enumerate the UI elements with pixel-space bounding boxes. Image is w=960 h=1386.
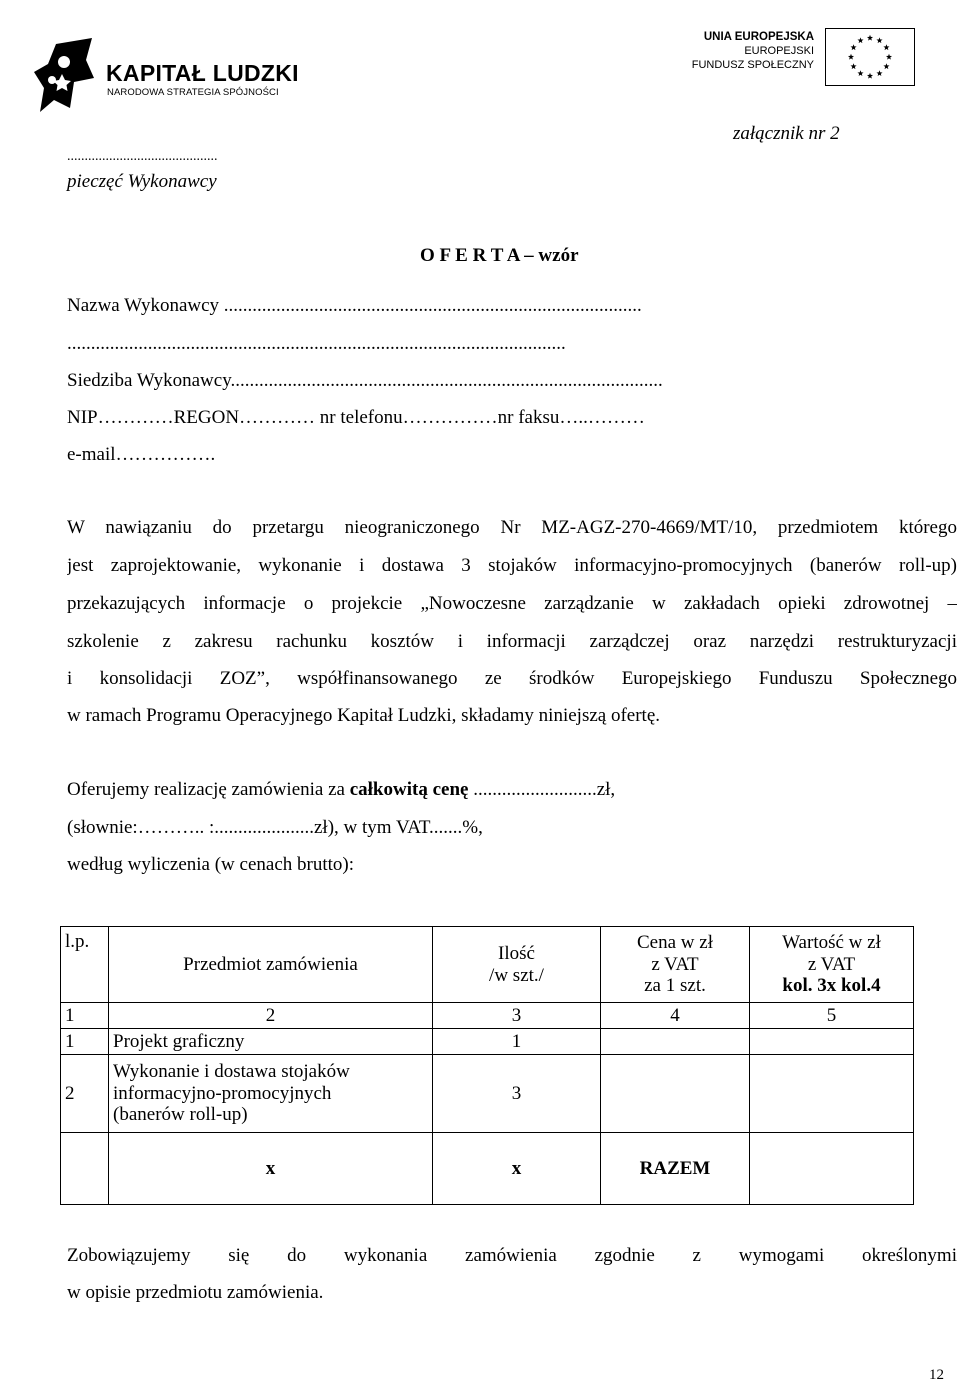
row2-subject xyxy=(109,1055,433,1133)
closing-line-2: w opisie przedmiotu zamówienia. xyxy=(67,1282,324,1303)
eu-logo-text xyxy=(690,32,814,74)
row2-price xyxy=(601,1055,750,1133)
kapital-ludzki-logo-mark xyxy=(34,38,96,116)
page-number: 12 xyxy=(929,1367,944,1383)
contractor-seat-field: Siedziba Wykonawcy........................................................................................... xyxy=(67,370,663,391)
header-price-line2: z VAT xyxy=(651,953,699,975)
kapital-ludzki-logo-subtitle: NARODOWA STRATEGIA SPÓJNOŚCI xyxy=(107,87,279,98)
header-qty xyxy=(433,927,601,1003)
pricing-table xyxy=(60,926,914,1205)
intro-line-4: szkolenie z zakresu rachunku kosztów i informacji zarządczej oraz narzędzi restrukturyzacji xyxy=(67,632,957,652)
intro-line-1: W nawiązaniu do przetargu nieograniczonego Nr MZ-AGZ-270-4669/MT/10, przedmiotem którego xyxy=(67,518,957,538)
header-value-line2: z VAT xyxy=(807,953,856,975)
offer-price-prefix: Oferujemy realizację zamówienia za xyxy=(67,779,350,800)
header-qty-line2: /w szt./ xyxy=(489,964,544,986)
col-number-5: 5 xyxy=(750,1003,914,1029)
header-value xyxy=(750,927,914,1003)
row2-value xyxy=(750,1055,914,1133)
table-column-numbers-row xyxy=(61,1003,914,1029)
total-col3: x xyxy=(433,1133,601,1205)
eu-logo-line3: FUNDUSZ SPOŁECZNY xyxy=(691,59,814,71)
contractor-ids-field: NIP…………REGON………… nr telefonu……………nr faksu…..……… xyxy=(67,407,645,428)
col-number-1: 1 xyxy=(61,1003,109,1029)
table-header-row xyxy=(61,927,914,1003)
row2-qty: 3 xyxy=(433,1055,601,1133)
total-label: RAZEM xyxy=(601,1133,750,1205)
header-price-line1: Cena w zł xyxy=(637,931,713,953)
col-number-4: 4 xyxy=(601,1003,750,1029)
offer-words-line: (słownie:……….. :.....................zł), w tym VAT.......%, xyxy=(67,817,483,838)
col-number-2: 2 xyxy=(109,1003,433,1029)
stamp-dots: ........................................... xyxy=(67,149,218,164)
row1-qty: 1 xyxy=(433,1029,601,1055)
header-value-line3: kol. 3x kol.4 xyxy=(782,975,881,997)
total-lp xyxy=(61,1133,109,1205)
header-value-line1: Wartość w zł xyxy=(782,931,881,953)
header-lp: l.p. xyxy=(61,927,109,1003)
row1-price xyxy=(601,1029,750,1055)
table-row xyxy=(61,1055,914,1133)
contractor-email-field: e-mail……………. xyxy=(67,444,216,465)
header-price-line3: za 1 szt. xyxy=(644,975,706,997)
row1-lp: 1 xyxy=(61,1029,109,1055)
total-col2: x xyxy=(109,1133,433,1205)
col-number-3: 3 xyxy=(433,1003,601,1029)
eu-logo-line1: UNIA EUROPEJSKA xyxy=(703,31,814,43)
stamp-label: pieczęć Wykonawcy xyxy=(67,171,217,192)
eu-logo-line2: EUROPEJSKI xyxy=(744,45,814,57)
offer-price-line xyxy=(67,780,615,799)
intro-line-3: przekazujących informacje o projekcie „Nowoczesne zarządzanie w zakładach opieki zdrowotnej – xyxy=(67,594,957,614)
row1-subject: Projekt graficzny xyxy=(109,1029,433,1055)
row2-subject-line2: informacyjno-promocyjnych xyxy=(113,1082,332,1104)
row2-subject-line1: Wykonanie i dostawa stojaków xyxy=(113,1060,350,1082)
table-row xyxy=(61,1029,914,1055)
header-subject: Przedmiot zamówienia xyxy=(109,927,433,1003)
attachment-label: załącznik nr 2 xyxy=(733,123,840,144)
intro-line-6: w ramach Programu Operacyjnego Kapitał Ludzki, składamy niniejszą ofertę. xyxy=(67,705,661,726)
page-title: O F E R T A – wzór xyxy=(420,245,579,266)
intro-line-2: jest zaprojektowanie, wykonanie i dostawa 3 stojaków informacyjno-promocyjnych (banerów roll-up) xyxy=(67,556,957,576)
row2-lp: 2 xyxy=(61,1055,109,1133)
row2-subject-line3: (banerów roll-up) xyxy=(113,1104,248,1126)
eu-flag-icon xyxy=(825,28,915,86)
row1-value xyxy=(750,1029,914,1055)
intro-line-5: i konsolidacji ZOZ”, współfinansowanego ze środków Europejskiego Funduszu Społecznego xyxy=(67,669,957,689)
total-value xyxy=(750,1133,914,1205)
contractor-name-continuation: ......................................................................................................... xyxy=(67,333,566,354)
table-total-row xyxy=(61,1133,914,1205)
kapital-ludzki-logo-title: KAPITAŁ LUDZKI xyxy=(106,60,299,86)
offer-price-suffix: ..........................zł, xyxy=(468,779,616,800)
contractor-name-field: Nazwa Wykonawcy ........................................................................................ xyxy=(67,295,642,316)
closing-line-1: Zobowiązujemy się do wykonania zamówienia zgodnie z wymogami określonymi xyxy=(67,1246,957,1266)
header-qty-line1: Ilość xyxy=(498,942,535,964)
offer-total-price-label: całkowitą cenę xyxy=(349,779,469,800)
header-price xyxy=(601,927,750,1003)
offer-calc-line: według wyliczenia (w cenach brutto): xyxy=(67,854,354,875)
